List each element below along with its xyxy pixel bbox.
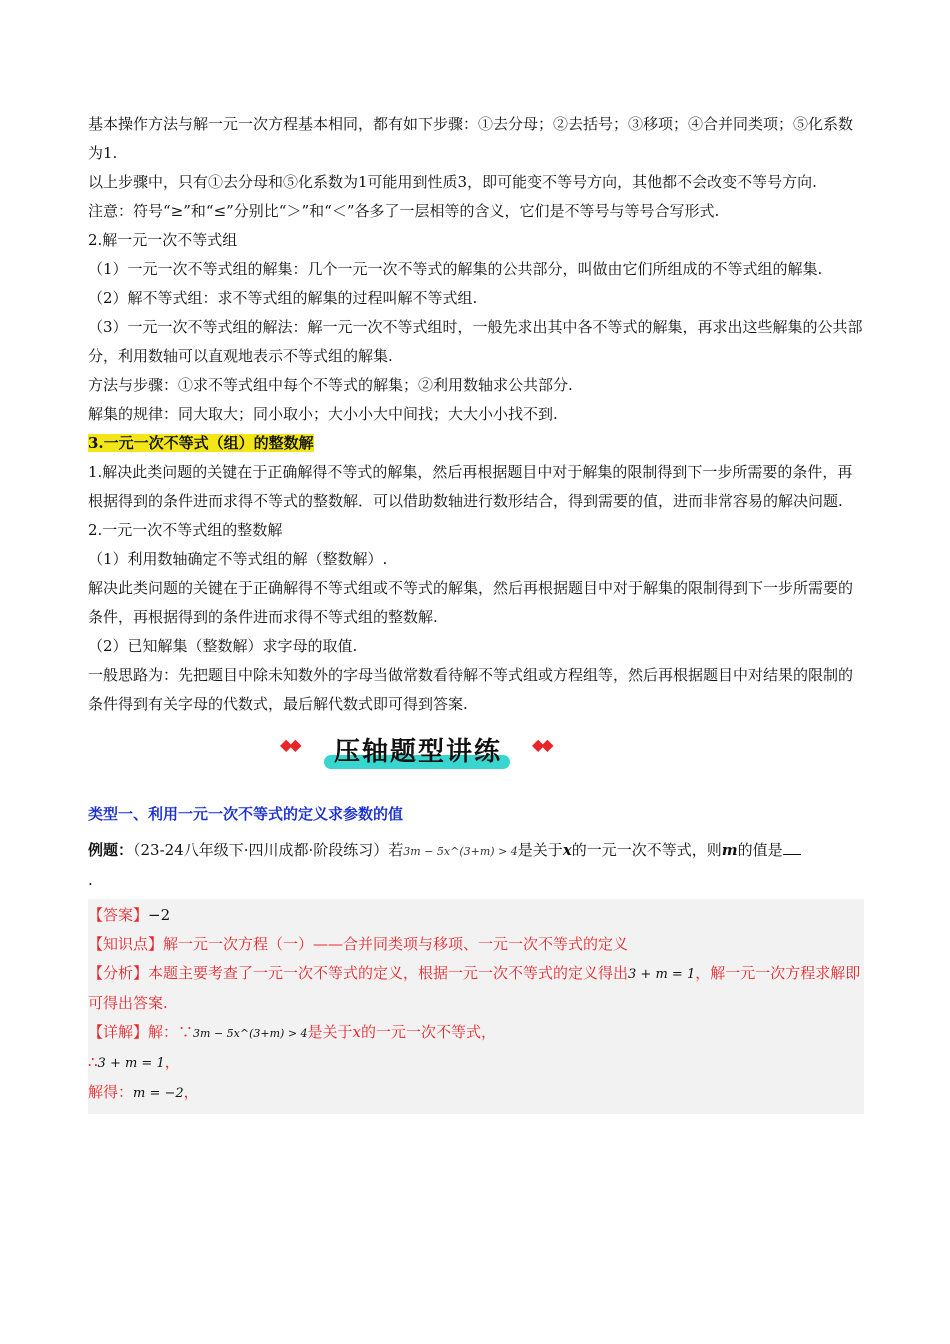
paragraph: （1）利用数轴确定不等式组的解（整数解）.: [88, 550, 388, 568]
therefore-symbol: ∴: [88, 1053, 98, 1071]
detail-label: 【详解】: [88, 1023, 149, 1041]
answer-value: −2: [148, 906, 171, 924]
variable-x: x: [562, 841, 572, 859]
math-expression: m = −2: [133, 1086, 184, 1101]
solve-label: 解得：: [88, 1083, 134, 1101]
punctuation: ，: [183, 1083, 199, 1101]
analysis-text: ，解一元一次方程求解即可得出答案.: [88, 964, 861, 1012]
section-heading: [88, 429, 864, 458]
punctuation: ，: [164, 1053, 180, 1071]
answer-line: [88, 901, 864, 930]
step-line: [88, 1078, 864, 1108]
detail-text: 解：∵: [148, 1023, 194, 1041]
paragraph: 解决此类问题的关键在于正确解得不等式组或不等式的解集，然后再根据题目中对于解集的限制得到下一步所需要的条件，再根据得到的条件进而求得不等式组的整数解.: [88, 579, 854, 626]
paragraph: 以上步骤中，只有①去分母和⑤化系数为1可能用到性质3，即可能变不等号方向，其他都不会改变不等号方向.: [88, 173, 817, 191]
example-text: 是关于: [517, 841, 563, 859]
analysis-label: 【分析】: [88, 964, 149, 982]
math-expression: 3m − 5x^(3+m) > 4: [193, 1027, 308, 1040]
knowledge-label: 【知识点】: [88, 935, 164, 953]
paragraph: （3）一元一次不等式组的解法：解一元一次不等式组时，一般先求出其中各不等式的解集，再求出这些解集的公共部分，利用数轴可以直观地表示不等式组的解集.: [88, 318, 863, 365]
knowledge-line: [88, 930, 864, 959]
paragraph: 1.解决此类问题的关键在于正确解得不等式的解集，然后再根据题目中对于解集的限制得到下一步所需要的条件，再根据得到的条件进而求得不等式的整数解．可以借助数轴进行数形结合，得到需要的值，进而非常容易的解决问题.: [88, 463, 853, 510]
diamond-icon-right: ◆◆: [532, 735, 551, 754]
detail-text: 是关于: [307, 1023, 353, 1041]
highlighted-heading: 3.一元一次不等式（组）的整数解: [88, 434, 314, 452]
example-source: （23-24八年级下·四川成都·阶段练习）若: [133, 841, 404, 859]
math-expression: 3 + m = 1: [97, 1056, 165, 1071]
answer-blank: [783, 840, 801, 855]
example-question: [88, 836, 864, 895]
example-label: 例题：: [88, 841, 134, 859]
paragraph: （2）解不等式组：求不等式组的解集的过程叫解不等式组.: [88, 289, 478, 307]
variable-x: x: [352, 1023, 362, 1041]
example-text: 的一元一次不等式，则: [571, 841, 722, 859]
detail-line: [88, 1018, 864, 1048]
banner: [324, 733, 510, 769]
analysis-text: 本题主要考查了一元一次不等式的定义，根据一元一次不等式的定义得出: [148, 964, 629, 982]
banner-section: [88, 727, 864, 787]
paragraph: 一般思路为：先把题目中除未知数外的字母当做常数看待解不等式组或方程组等，然后再根据题目中对结果的限制的条件得到有关字母的代数式，最后解代数式即可得到答案.: [88, 666, 854, 713]
subheading: 2.一元一次不等式组的整数解: [88, 521, 283, 539]
knowledge-text: 解一元一次方程（一）——合并同类项与移项、一元一次不等式的定义: [163, 935, 629, 953]
subheading: 2.解一元一次不等式组: [88, 231, 238, 249]
paragraph: 注意：符号“≥”和“≤”分别比“＞”和“＜”各多了一层相等的含义，它们是不等号与等号合写形式.: [88, 202, 720, 220]
detail-text: 的一元一次不等式，: [361, 1023, 497, 1041]
analysis-line: [88, 959, 864, 1018]
math-expression: 3m − 5x^(3+m) > 4: [403, 845, 518, 858]
variable-m: m: [721, 841, 738, 859]
paragraph: （1）一元一次不等式组的解集：几个一元一次不等式的解集的公共部分，叫做由它们所组成的不等式组的解集.: [88, 260, 823, 278]
example-text: 的值是: [737, 841, 783, 859]
answer-box: [88, 899, 864, 1114]
paragraph: 方法与步骤：①求不等式组中每个不等式的解集；②利用数轴求公共部分.: [88, 376, 573, 394]
diamond-icon-left: ◆◆: [280, 735, 299, 754]
example-period: .: [88, 871, 93, 889]
answer-label: 【答案】: [88, 906, 149, 924]
banner-title: 压轴题型讲练: [334, 737, 503, 767]
paragraph: 解集的规律：同大取大；同小取小；大小小大中间找；大大小小找不到.: [88, 405, 558, 423]
paragraph: 基本操作方法与解一元一次方程基本相同，都有如下步骤：①去分母；②去括号；③移项；④合并同类项；⑤化系数为1.: [88, 115, 854, 162]
document-body: [88, 110, 864, 1114]
math-expression: 3 + m = 1: [628, 967, 696, 982]
type-title: 类型一、利用一元一次不等式的定义求参数的值: [88, 805, 404, 823]
step-line: [88, 1048, 864, 1078]
paragraph: （2）已知解集（整数解）求字母的取值.: [88, 637, 358, 655]
